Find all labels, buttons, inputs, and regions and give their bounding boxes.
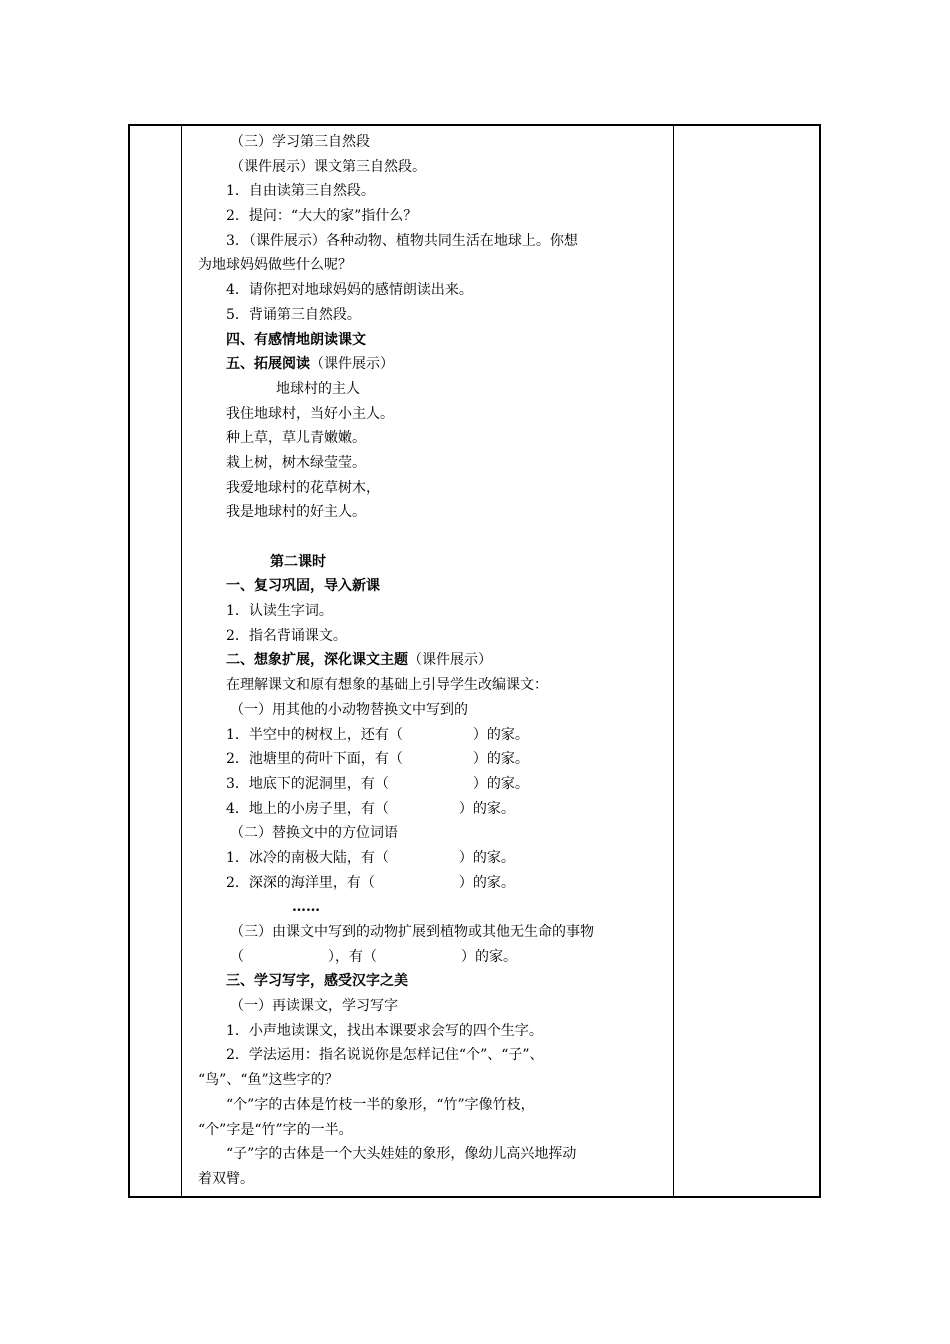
line-text: （三）学习第三自然段 bbox=[230, 134, 370, 150]
line-text: 1．冰冷的南极大陆，有（ ）的家。 bbox=[226, 849, 515, 866]
content-line bbox=[226, 846, 666, 871]
content-line bbox=[226, 352, 666, 377]
line-text: 3．（课件展示）各种动物、植物共同生活在地球上。你想 bbox=[226, 232, 578, 249]
lesson-content bbox=[198, 130, 666, 1192]
column-divider-right bbox=[673, 126, 674, 1196]
content-line bbox=[226, 648, 666, 673]
line-text: …… bbox=[292, 899, 320, 916]
line-text: “个”字是“竹”字的一半。 bbox=[198, 1121, 353, 1138]
line-text: 栽上树，树木绿莹莹。 bbox=[226, 454, 366, 471]
line-text: 四、有感情地朗读课文 bbox=[226, 331, 366, 348]
content-line bbox=[226, 1093, 666, 1118]
line-text: 种上草，草儿青嫩嫩。 bbox=[226, 430, 366, 447]
content-line bbox=[226, 574, 666, 599]
content-line bbox=[226, 624, 666, 649]
content-line bbox=[226, 303, 666, 328]
line-text: 2．指名背诵课文。 bbox=[226, 627, 347, 644]
content-line bbox=[226, 476, 666, 501]
content-line bbox=[226, 278, 666, 303]
line-text: 在理解课文和原有想象的基础上引导学生改编课文： bbox=[226, 677, 548, 694]
content-line bbox=[198, 1118, 666, 1143]
line-text: 着双臂。 bbox=[198, 1170, 254, 1187]
content-line bbox=[230, 920, 666, 945]
content-line bbox=[270, 550, 666, 575]
line-text: 为地球妈妈做些什么呢？ bbox=[198, 257, 352, 274]
line-text: 一、复习巩固，导入新课 bbox=[226, 578, 380, 595]
content-line bbox=[230, 994, 666, 1019]
content-line bbox=[226, 402, 666, 427]
content-line bbox=[230, 945, 666, 970]
content-line bbox=[230, 155, 666, 180]
line-text: 第二课时 bbox=[270, 553, 326, 570]
content-line bbox=[226, 772, 666, 797]
line-text: 三、学习写字，感受汉字之美 bbox=[226, 973, 408, 990]
line-text: 2．提问：“大大的家”指什么？ bbox=[226, 208, 418, 225]
line-text: 4．地上的小房子里，有（ ）的家。 bbox=[226, 800, 515, 817]
line-text: 2．学法运用：指名说说你是怎样记住“个”、“子”、 bbox=[226, 1047, 544, 1064]
content-line bbox=[226, 1019, 666, 1044]
content-line bbox=[226, 1043, 666, 1068]
line-text: 我是地球村的好主人。 bbox=[226, 504, 366, 521]
column-divider-left bbox=[181, 126, 182, 1196]
content-line bbox=[226, 723, 666, 748]
content-line bbox=[226, 797, 666, 822]
content-line bbox=[276, 377, 666, 402]
line-tail: （课件展示） bbox=[408, 652, 492, 669]
lesson-table bbox=[128, 124, 821, 1198]
content-line bbox=[230, 698, 666, 723]
content-line bbox=[226, 673, 666, 698]
content-line bbox=[226, 525, 666, 550]
line-text: 1．小声地读课文，找出本课要求会写的四个生字。 bbox=[226, 1022, 543, 1039]
content-line bbox=[226, 747, 666, 772]
content-line bbox=[198, 253, 666, 278]
content-line bbox=[226, 871, 666, 896]
line-text: （一）用其他的小动物替换文中写到的 bbox=[230, 701, 468, 718]
line-text: “鸟”、“鱼”这些字的？ bbox=[198, 1072, 339, 1089]
line-text: 4．请你把对地球妈妈的感情朗读出来。 bbox=[226, 282, 473, 299]
line-text: “子”字的古体是一个大头娃娃的象形，像幼儿高兴地挥动 bbox=[226, 1146, 577, 1163]
content-line bbox=[226, 500, 666, 525]
content-line bbox=[226, 204, 666, 229]
content-line bbox=[198, 1167, 666, 1192]
line-text: 我爱地球村的花草树木， bbox=[226, 479, 380, 496]
line-text: 2．深深的海洋里，有（ ）的家。 bbox=[226, 874, 515, 891]
line-text: 1．自由读第三自然段。 bbox=[226, 183, 375, 200]
line-text: （三）由课文中写到的动物扩展到植物或其他无生命的事物 bbox=[230, 924, 594, 940]
line-text: 二、想象扩展，深化课文主题 bbox=[226, 652, 408, 669]
line-text: （二）替换文中的方位词语 bbox=[230, 825, 398, 842]
line-text: （ ），有（ ）的家。 bbox=[230, 948, 517, 965]
content-line bbox=[226, 451, 666, 476]
line-text: （课件展示）课文第三自然段。 bbox=[230, 158, 426, 175]
line-text: （一）再读课文，学习写字 bbox=[230, 998, 398, 1015]
line-text: 地球村的主人 bbox=[276, 380, 360, 397]
line-text: 3．地底下的泥洞里，有（ ）的家。 bbox=[226, 775, 529, 792]
content-line bbox=[226, 426, 666, 451]
line-text: 2．池塘里的荷叶下面，有（ ）的家。 bbox=[226, 751, 529, 768]
content-line bbox=[226, 179, 666, 204]
content-line bbox=[292, 895, 666, 920]
line-text: 1．半空中的树杈上，还有（ ）的家。 bbox=[226, 726, 529, 743]
line-text: “个”字的古体是竹枝一半的象形，“竹”字像竹枝， bbox=[226, 1096, 535, 1113]
line-text: 我住地球村，当好小主人。 bbox=[226, 405, 394, 422]
content-line bbox=[198, 1068, 666, 1093]
content-line bbox=[226, 328, 666, 353]
content-line bbox=[226, 599, 666, 624]
line-text: 五、拓展阅读 bbox=[226, 356, 310, 373]
content-line bbox=[226, 969, 666, 994]
line-text: 5．背诵第三自然段。 bbox=[226, 306, 361, 323]
content-line bbox=[226, 1142, 666, 1167]
line-text: 1．认读生字词。 bbox=[226, 603, 333, 620]
content-line bbox=[230, 130, 666, 155]
content-line bbox=[230, 821, 666, 846]
content-line bbox=[226, 229, 666, 254]
line-tail: （课件展示） bbox=[310, 356, 394, 373]
